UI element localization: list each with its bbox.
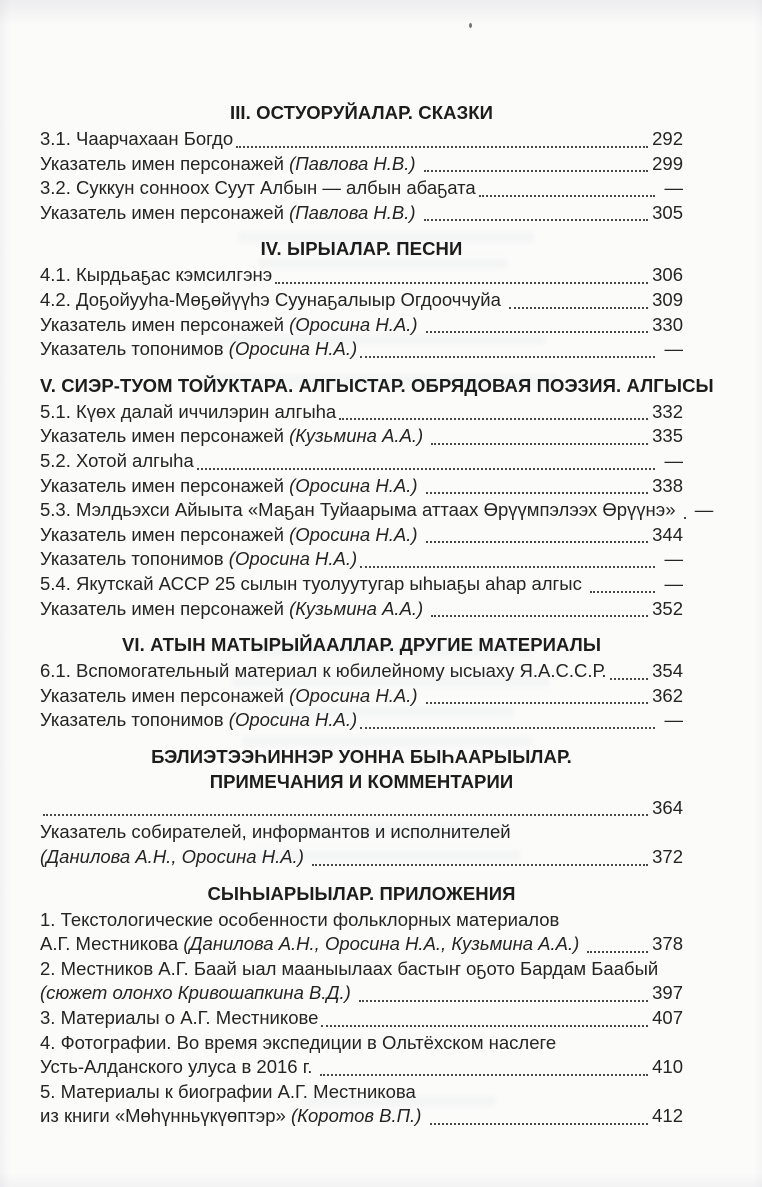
toc-entry: [40, 263, 683, 288]
page-number: 407: [652, 1007, 683, 1029]
toc-section: [40, 744, 683, 870]
page-number: 338: [652, 474, 683, 496]
dot-leader: [428, 424, 651, 449]
dot-leader: [318, 1006, 651, 1031]
page-number: 305: [652, 201, 683, 223]
entry-title: 4.2. Доҕойууһа-Мөҕөйүүһэ Суунаҕалыыр Огдооччуйа: [40, 288, 507, 310]
dot-leader: [681, 498, 689, 523]
toc-entry: [40, 1006, 683, 1031]
toc-entry: [40, 498, 714, 523]
toc-entry: [40, 449, 683, 474]
page-number: 352: [652, 597, 683, 619]
section-heading: [40, 373, 714, 398]
page-number: —: [659, 572, 683, 594]
entry-title: 5.1. Күөх далай иччилэрин алгыһа: [40, 400, 337, 422]
entry-title: Указатель топонимов: [40, 709, 229, 731]
toc-section: [40, 632, 683, 733]
toc-entry: [40, 659, 683, 684]
section-entries: [40, 127, 683, 225]
section-heading-line: IV. ЫРЫАЛАР. ПЕСНИ: [260, 238, 463, 260]
scan-speck: [469, 23, 472, 28]
entry-contributors: (Павлова Н.В.): [289, 201, 421, 223]
page-number: 412: [652, 1105, 683, 1127]
toc-entry: [40, 547, 683, 572]
page-number: —: [659, 338, 683, 360]
dot-leader: [357, 708, 658, 733]
toc-entry: [40, 932, 683, 957]
toc-entry: [40, 1055, 683, 1080]
section-heading: [40, 632, 683, 657]
toc-entry: [40, 684, 683, 709]
entry-title: 3.1. Чаарчахаан Богдо: [40, 128, 234, 149]
entry-title: Указатель топонимов: [40, 548, 229, 570]
dot-leader: [40, 796, 651, 821]
dot-leader: [423, 684, 651, 709]
dot-leader: [357, 547, 658, 572]
entry-contributors: (Кузьмина А.А.): [289, 425, 429, 447]
toc-entry-lead-line: 5. Материалы к биографии А.Г. Местникова: [40, 1080, 416, 1102]
section-heading: [40, 236, 683, 261]
toc-entry-lead-line: 1. Текстологические особенности фольклорных материалов: [40, 908, 560, 930]
section-heading: [40, 744, 683, 794]
page-number: 362: [652, 684, 683, 706]
section-heading-line: СЫҺЫАРЫЫЛАР. ПРИЛОЖЕНИЯ: [207, 882, 516, 904]
entry-contributors: (сюжет олонхо Кривошапкина В.Д.): [40, 982, 356, 1004]
toc-entry: [40, 796, 683, 821]
toc-entry-lead-line: 2. Местников А.Г. Баай ыал мааныылаах бастыҥ оҕото Бардам Баабый: [40, 957, 659, 979]
entry-contributors: (Данилова А.Н., Оросина Н.А.): [40, 846, 309, 868]
toc-entry: [40, 474, 683, 499]
toc-entry: [40, 572, 683, 597]
toc-entry: [40, 424, 683, 449]
toc-entry: [40, 845, 683, 870]
page-number: 410: [652, 1056, 683, 1078]
toc-entry: [40, 523, 683, 548]
entry-title: из книги «Мөһүнньүкүөптэр»: [40, 1105, 291, 1127]
entry-contributors: (Павлова Н.В.): [289, 152, 421, 174]
section-heading-line: V. СИЭР-ТУОМ ТОЙУКТАРА. АЛГЫСТАР. ОБРЯДОВАЯ ПОЭЗИЯ. АЛГЫСЫ: [40, 374, 714, 396]
dot-leader: [587, 572, 658, 597]
section-heading: [40, 100, 683, 125]
section-entries: [40, 400, 714, 621]
page-number: 397: [652, 982, 683, 1004]
page-number: 378: [652, 933, 683, 955]
toc-entry: [40, 176, 683, 201]
entry-title: Указатель имен персонажей: [40, 313, 290, 335]
entry-title: Усть-Алданского улуса в 2016 г.: [40, 1056, 318, 1078]
page-number: —: [689, 499, 714, 521]
entry-title: Указатель имен персонажей: [40, 523, 290, 545]
section-heading-line: VI. АТЫН МАТЫРЫЙААЛЛАР. ДРУГИЕ МАТЕРИАЛЫ: [121, 634, 602, 656]
entry-title: 5.3. Мэлдьэхси Айыыта «Маҕан Туйаарыма аттаах Өрүүмпэлээх Өрүүнэ»: [40, 499, 681, 521]
dot-leader: [356, 981, 651, 1006]
entry-contributors: (Оросина Н.А.): [228, 548, 358, 570]
dot-leader: [476, 176, 659, 201]
dot-leader: [584, 932, 651, 957]
toc-entry: [40, 313, 683, 338]
dot-leader: [233, 127, 651, 152]
page-number: 306: [652, 264, 683, 286]
entry-title: Указатель имен персонажей: [40, 152, 290, 174]
page-number: 299: [652, 152, 683, 174]
page-number: 372: [652, 846, 683, 868]
toc-entry: [40, 337, 683, 362]
toc-entry-lead-line: 4. Фотографии. Во время экспедиции в Ольтёхском наслеге: [40, 1031, 557, 1053]
page-number: —: [659, 709, 683, 731]
entry-title: Указатель имен персонажей: [40, 597, 290, 619]
entry-title: Указатель имен персонажей: [40, 201, 290, 223]
entry-contributors: (Коротов В.П.): [290, 1105, 427, 1127]
page-number: 344: [652, 523, 683, 545]
entry-title: А.Г. Местникова: [40, 933, 184, 955]
entry-title: 5.2. Хотой алгыһа: [40, 449, 194, 471]
dot-leader: [428, 597, 651, 622]
entry-title: Указатель топонимов: [40, 338, 229, 360]
toc-entry: [40, 981, 683, 1006]
dot-leader: [421, 201, 651, 226]
toc-section: [40, 881, 683, 1129]
entry-contributors: (Оросина Н.А.): [289, 474, 423, 496]
dot-leader: [317, 1055, 651, 1080]
dot-leader: [357, 337, 658, 362]
page-number: 332: [652, 400, 683, 422]
section-entries: [40, 908, 683, 1129]
dot-leader: [194, 449, 659, 474]
page-number: —: [659, 548, 683, 570]
dot-leader: [423, 474, 651, 499]
toc-entry: [40, 400, 683, 425]
section-entries: [40, 796, 683, 870]
toc-section: [40, 236, 683, 361]
dot-leader: [423, 313, 651, 338]
toc-entry-lead-line: Указатель собирателей, информантов и исполнителей: [40, 821, 511, 843]
dot-leader: [336, 400, 651, 425]
section-entries: [40, 263, 683, 361]
entry-contributors: (Кузьмина А.А.): [289, 597, 429, 619]
entry-title: 6.1. Вспомогательный материал к юбилейному ысыаху Я.А.С.С.Р.: [40, 660, 607, 682]
entry-title: Указатель имен персонажей: [40, 425, 290, 447]
toc-entry: [40, 152, 683, 177]
page-number: 330: [652, 313, 683, 335]
entry-title: 3. Материалы о А.Г. Местникове: [40, 1007, 319, 1029]
entry-contributors: (Оросина Н.А.): [289, 313, 423, 335]
dot-leader: [423, 523, 651, 548]
section-heading-line: ПРИМЕЧАНИЯ И КОММЕНТАРИИ: [209, 770, 514, 792]
dot-leader: [427, 1104, 652, 1129]
entry-contributors: (Оросина Н.А.): [228, 709, 358, 731]
entry-contributors: (Данилова А.Н., Оросина Н.А., Кузьмина А.А.): [183, 933, 585, 955]
dot-leader: [607, 659, 652, 684]
page-number: —: [659, 177, 683, 199]
section-heading-line: III. ОСТУОРУЙАЛАР. СКАЗКИ: [229, 102, 494, 123]
toc-entry: [40, 201, 683, 226]
section-entries: [40, 659, 683, 733]
toc-entry: [40, 288, 683, 313]
page-number: —: [659, 449, 683, 471]
entry-title: 4.1. Кырдьаҕас кэмсилгэнэ: [40, 264, 273, 286]
section-heading-line: БЭЛИЭТЭЭҺИННЭР УОННА БЫҺААРЫЫЛАР.: [151, 745, 572, 767]
entry-contributors: (Оросина Н.А.): [289, 684, 423, 706]
toc-entry: [40, 127, 683, 152]
toc-entry: [40, 708, 683, 733]
toc-section: [40, 373, 714, 621]
toc-entry: [40, 597, 683, 622]
dot-leader: [506, 288, 651, 313]
section-heading: [40, 881, 683, 906]
page-number: 309: [652, 288, 683, 310]
entry-contributors: (Оросина Н.А.): [289, 523, 423, 545]
entry-title: 3.2. Суккун сонноох Суут Албын — албын абаҕата: [40, 177, 476, 199]
page-number: 354: [652, 660, 683, 682]
table-of-contents: [40, 100, 714, 1140]
entry-title: Указатель имен персонажей: [40, 684, 290, 706]
dot-leader: [309, 845, 651, 870]
entry-title: 5.4. Якутскай АССР 25 сылын туолуутугар ыһыаҕы аһар алгыс: [40, 572, 587, 594]
toc-entry: [40, 1104, 683, 1129]
entry-title: Указатель имен персонажей: [40, 474, 290, 496]
page-number: 364: [652, 796, 683, 818]
entry-contributors: (Оросина Н.А.): [228, 338, 358, 360]
page-number: 292: [652, 128, 683, 149]
dot-leader: [421, 152, 651, 177]
toc-section: [40, 100, 683, 225]
dot-leader: [272, 263, 651, 288]
page-number: 335: [652, 425, 683, 447]
